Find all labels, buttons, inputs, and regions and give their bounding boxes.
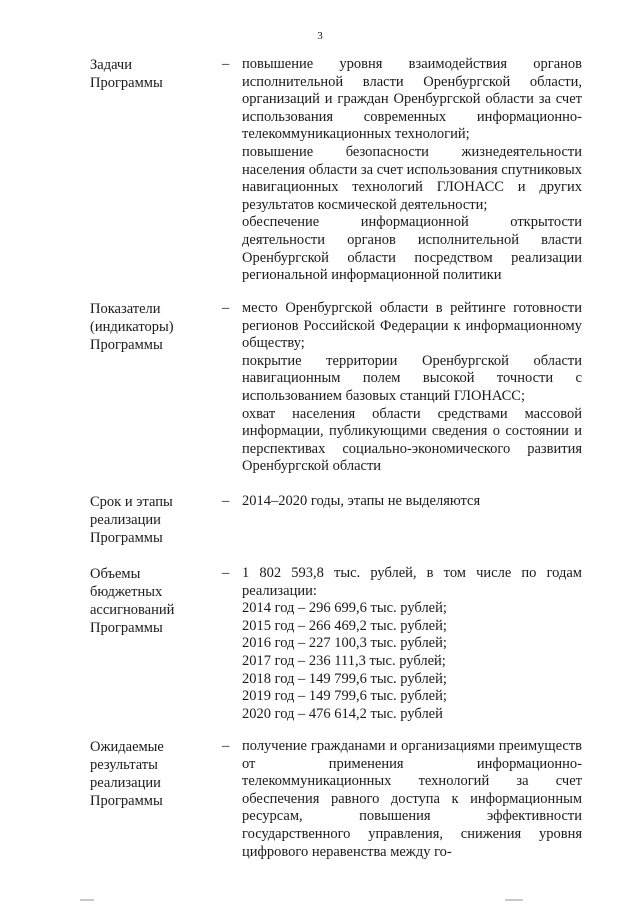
section-label	[90, 300, 215, 354]
label-line: Срок и этапы	[90, 494, 173, 510]
paragraph: повышение уровня взаимодействия органов исполнительной власти Оренбургской области, организаций и граждан Оренбургской области за счет использования современных информационно-телекоммуникационных технологий;	[242, 56, 582, 143]
paragraph: покрытие территории Оренбургской области навигационным полем высокой точности с использованием базовых станций ГЛОНАСС;	[242, 352, 582, 404]
dash: –	[222, 56, 230, 72]
budget-year-line: 2019 год – 149 799,6 тыс. рублей;	[242, 688, 447, 705]
label-line: ассигнований	[90, 602, 175, 618]
label-line: Программы	[90, 793, 163, 809]
scan-mark	[505, 899, 523, 901]
budget-year-line: 2014 год – 296 699,6 тыс. рублей;	[242, 600, 447, 617]
page-number: 3	[317, 30, 323, 42]
budget-year-line: 2018 год – 149 799,6 тыс. рублей;	[242, 670, 447, 687]
scan-edge-marks	[0, 895, 640, 901]
section-content	[242, 565, 582, 723]
section-content	[242, 56, 582, 285]
budget-year-line: 2015 год – 266 469,2 тыс. рублей;	[242, 617, 447, 634]
label-line: бюджетных	[90, 584, 163, 600]
label-line: реализации	[90, 775, 161, 791]
dash: –	[222, 300, 230, 316]
dash: –	[222, 738, 230, 754]
label-line: Объемы	[90, 566, 141, 582]
paragraph: охват населения области средствами массовой информации, публикующими сведения о состоянии и перспективах социально-экономического развития Оренбургской области	[242, 405, 582, 475]
dash: –	[222, 493, 230, 509]
paragraph: получение гражданами и организациями преимуществ от применения информационно-телекоммуникационных технологий за счет обеспечения равного доступа к информационным ресурсам, повышения эффективности государственного управления, снижения уровня цифрового неравенства между го-	[242, 738, 582, 860]
dash: –	[222, 565, 230, 581]
paragraph: 2014–2020 годы, этапы не выделяются	[242, 493, 481, 509]
section-content	[242, 738, 582, 861]
section-label	[90, 738, 215, 810]
section-label	[90, 493, 215, 547]
section-label	[90, 56, 215, 92]
budget-year-line: 2020 год – 476 614,2 тыс. рублей	[242, 705, 443, 722]
section-content	[242, 300, 582, 476]
label-line: Задачи	[90, 57, 132, 73]
budget-year-line: 2017 год – 236 111,3 тыс. рублей;	[242, 652, 446, 669]
section-content	[242, 493, 582, 511]
label-line: (индикаторы)	[90, 319, 174, 335]
paragraph: повышение безопасности жизнедеятельности населения области за счет использования спутниковых навигационных технологий ГЛОНАСС и других результатов космической деятельности;	[242, 143, 582, 213]
label-line: Показатели	[90, 301, 161, 317]
paragraph: обеспечение информационной открытости деятельности органов исполнительной власти Оренбургской области посредством реализации региональной информационной политики	[242, 214, 582, 284]
paragraph: 1 802 593,8 тыс. рублей, в том числе по годам реализации:	[242, 565, 582, 599]
label-line: Ожидаемые	[90, 739, 164, 755]
label-line: Программы	[90, 337, 163, 353]
label-line: Программы	[90, 75, 163, 91]
label-line: Программы	[90, 620, 163, 636]
scan-mark	[80, 899, 94, 901]
paragraph: место Оренбургской области в рейтинге готовности регионов Российской Федерации к информационному обществу;	[242, 300, 582, 352]
label-line: Программы	[90, 530, 163, 546]
budget-year-line: 2016 год – 227 100,3 тыс. рублей;	[242, 635, 447, 652]
label-line: результаты	[90, 757, 158, 773]
label-line: реализации	[90, 512, 161, 528]
section-label	[90, 565, 215, 637]
